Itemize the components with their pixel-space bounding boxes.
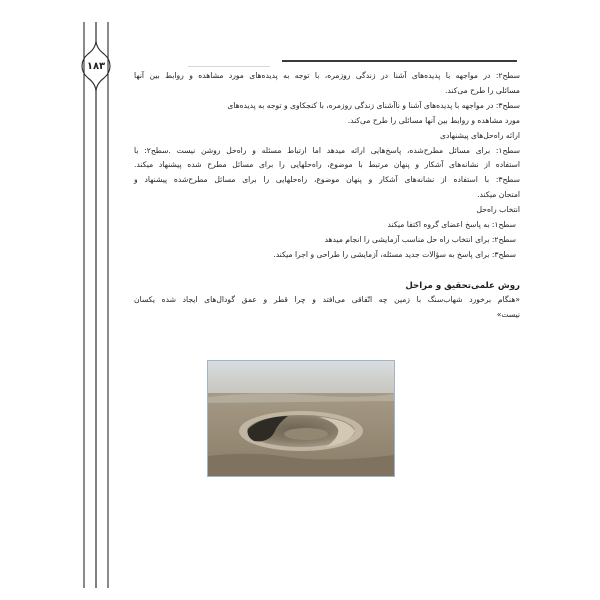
text-line: استفاده از نشانه‌های آشکار و پنهان مرتبط با موضوع، راه‌حلهایی را برای مسائل مطرح شده پیشنهاد میکند. xyxy=(134,160,520,170)
subheading-choose-solution: انتخاب راه‌حل xyxy=(476,205,520,215)
header-rule xyxy=(282,60,517,62)
crater-floor xyxy=(284,428,328,440)
text-body xyxy=(134,69,520,323)
subheading-suggested-solutions: ارائه راه‌حل‌های پیشنهادی xyxy=(440,130,520,140)
text-line: سطح۳: با استفاده از نشانه‌های آشکار و پنهان موضوع، راه‌حلهایی را برای مسائل مطرح‌شده پیشنهاد و xyxy=(134,175,520,185)
text-line: سطح۲: در مواجهه با پدیده‌های آشنا در زندگی روزمره، با توجه به پدیده‌های مورد مشاهده و روابط بین آنها xyxy=(134,71,520,80)
header-thin-rule xyxy=(188,66,270,67)
text-line: سطح۱: برای مسائل مطرح‌شده، پاسخ‌هایی ارائه میدهد اما ارتباط مسئله و راه‌حل روشن نیست .سطح۲: با xyxy=(134,145,521,155)
text-line: مسائلی را طرح می‌کند. xyxy=(445,85,520,95)
question-line: «هنگام برخورد شهاب‌سنگ با زمین چه اتّفاقی می‌افتد و چرا قطر و عمق گودال‌های ایجاد شده یکسان xyxy=(134,294,520,304)
text-line: سطح۳: در مواجهه با پدیده‌های آشنا و ناآشنای زندگی روزمره، با کنجکاوی و توجه به پدیده‌های xyxy=(227,100,520,110)
page-number: ۱۸۳ xyxy=(86,61,106,72)
question-line: نیست» xyxy=(496,309,520,319)
meteor-crater-photo xyxy=(207,360,395,477)
text-line: سطح۲: برای انتخاب راه حل مناسب آزمایشی را انجام میدهد xyxy=(324,234,516,244)
text-line: امتحان میکند. xyxy=(477,190,520,200)
text-line: سطح۱: به پاسخ اعضای گروه اکتفا میکند xyxy=(387,220,516,230)
text-line: سطح۳: برای پاسخ به سؤالات جدید مسئله، آزمایشی را طراحی و اجرا میکند. xyxy=(273,249,516,259)
text-line: مورد مشاهده و روابط بین آنها مسائلی را طرح می‌کند. xyxy=(347,115,520,125)
section-heading: روش علمی‌تحقیق و مراحل xyxy=(405,280,520,291)
